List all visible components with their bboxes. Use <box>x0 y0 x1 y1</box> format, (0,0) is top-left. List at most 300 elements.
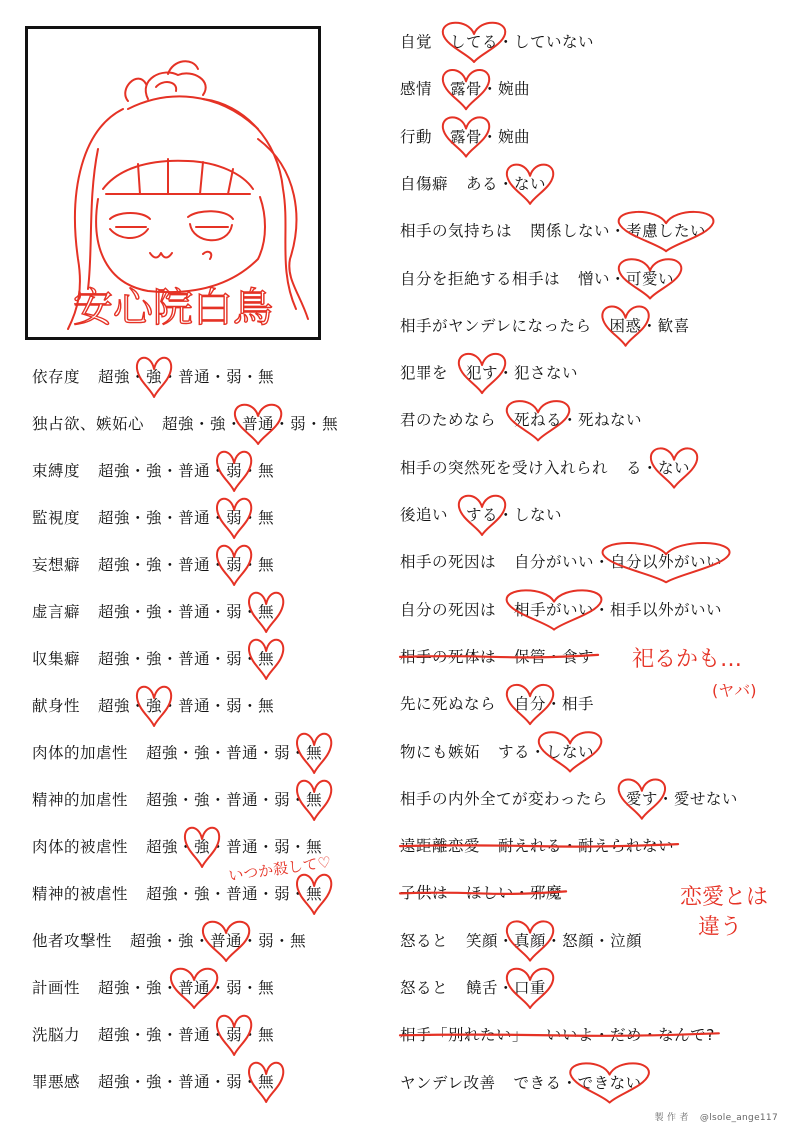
trait-option[interactable]: 弱 <box>274 791 291 809</box>
trait-label: 子供は <box>400 884 449 903</box>
trait-label: 罪悪感 <box>32 1073 81 1091</box>
trait-row <box>400 122 530 152</box>
option-separator: ・ <box>130 1073 147 1091</box>
trait-label: 監視度 <box>32 509 81 527</box>
trait-option[interactable]: 超強 <box>98 697 131 715</box>
option-separator: ・ <box>642 1026 659 1045</box>
option-separator: ・ <box>130 368 147 386</box>
option-separator: ・ <box>210 744 227 762</box>
trait-row <box>400 784 738 814</box>
trait-option[interactable]: 弱 <box>226 556 243 574</box>
trait-option[interactable]: 強 <box>146 1026 163 1044</box>
trait-option[interactable]: 弱 <box>274 838 291 856</box>
trait-option[interactable]: 無 <box>290 932 307 950</box>
trait-options <box>98 973 274 1003</box>
trait-options <box>466 878 562 908</box>
trait-options <box>514 595 722 625</box>
trait-row <box>400 500 562 530</box>
trait-row <box>32 362 274 392</box>
option-separator: ・ <box>210 368 227 386</box>
trait-option[interactable]: 口重 <box>514 979 547 997</box>
trait-label: 洗脳力 <box>32 1026 81 1044</box>
trait-options <box>450 122 530 152</box>
trait-option[interactable]: 普通 <box>178 697 211 715</box>
trait-option[interactable]: 普通 <box>178 368 211 386</box>
trait-option[interactable]: 無 <box>322 415 339 433</box>
trait-option[interactable]: 関係しない <box>530 222 611 241</box>
credit-handle: @lsole_ange117 <box>699 1113 778 1123</box>
trait-options <box>466 926 642 956</box>
trait-label: 相手の気持ちは <box>400 222 513 241</box>
trait-options <box>514 689 594 719</box>
trait-label: 依存度 <box>32 368 81 386</box>
option-separator: ・ <box>242 509 259 527</box>
trait-option[interactable]: 考慮したい <box>626 222 707 241</box>
trait-option[interactable]: 強 <box>178 932 195 950</box>
option-separator: ・ <box>258 885 275 903</box>
trait-option[interactable]: 真顔 <box>514 931 547 950</box>
trait-label: 他者攻撃性 <box>32 932 113 950</box>
trait-option[interactable]: 無 <box>258 1026 275 1044</box>
trait-option[interactable]: 強 <box>146 1073 163 1091</box>
trait-option[interactable]: 無 <box>258 368 275 386</box>
trait-option[interactable]: 泣顔 <box>610 931 643 950</box>
option-separator: ・ <box>498 33 515 51</box>
trait-row <box>32 879 322 909</box>
trait-label: 相手の内外全てが変わったら <box>400 789 608 808</box>
trait-option[interactable]: 弱 <box>226 1026 243 1044</box>
trait-option[interactable]: 普通 <box>226 744 259 762</box>
option-separator: ・ <box>290 791 307 809</box>
trait-option[interactable]: 犯さない <box>514 364 579 383</box>
option-separator: ・ <box>162 603 179 621</box>
trait-options <box>466 500 562 530</box>
trait-label: 相手の死因は <box>400 553 497 572</box>
option-separator: ・ <box>546 647 563 666</box>
trait-option[interactable]: 普通 <box>226 791 259 809</box>
option-separator: ・ <box>162 979 179 997</box>
trait-option[interactable]: 超強 <box>98 462 131 480</box>
trait-option[interactable]: なんで? <box>658 1026 715 1045</box>
trait-option[interactable]: 弱 <box>226 462 243 480</box>
option-separator: ・ <box>194 415 211 433</box>
trait-row <box>400 453 690 483</box>
trait-option[interactable]: 弱 <box>274 885 291 903</box>
option-separator: ・ <box>210 697 227 715</box>
option-separator: ・ <box>546 695 563 714</box>
option-separator: ・ <box>210 509 227 527</box>
trait-row <box>32 456 274 486</box>
note-love-2: 違う <box>698 915 743 940</box>
option-separator: ・ <box>242 932 259 950</box>
trait-option[interactable]: ない <box>514 174 547 193</box>
trait-option[interactable]: 相手 <box>562 695 595 714</box>
trait-option[interactable]: 保管 <box>514 647 547 666</box>
trait-option[interactable]: 相手以外がいい <box>610 600 723 619</box>
trait-option[interactable]: る <box>626 458 643 477</box>
trait-option[interactable]: 強 <box>146 603 163 621</box>
trait-option[interactable]: 超強 <box>98 1073 131 1091</box>
note-corpse-sub: (ヤバ) <box>712 681 757 700</box>
trait-options <box>450 74 530 104</box>
trait-options <box>98 644 274 674</box>
option-separator: ・ <box>290 838 307 856</box>
trait-label: 献身性 <box>32 697 81 715</box>
option-separator: ・ <box>498 979 515 997</box>
trait-label: 相手の死体は <box>400 647 497 666</box>
option-separator: ・ <box>562 411 579 430</box>
option-separator: ・ <box>194 932 211 950</box>
trait-option[interactable]: できる <box>513 1073 562 1092</box>
trait-option[interactable]: できない <box>577 1073 642 1092</box>
option-separator: ・ <box>130 650 147 668</box>
trait-option[interactable]: 超強 <box>98 368 131 386</box>
trait-option[interactable]: 饒舌 <box>466 979 499 997</box>
option-separator: ・ <box>210 650 227 668</box>
trait-option[interactable]: 超強 <box>146 791 179 809</box>
trait-option[interactable]: しない <box>514 506 563 524</box>
trait-row <box>32 409 338 439</box>
option-separator: ・ <box>162 368 179 386</box>
trait-option[interactable]: 普通 <box>178 650 211 668</box>
trait-option[interactable]: 超強 <box>146 838 179 856</box>
trait-option[interactable]: 食す <box>562 647 595 666</box>
trait-option[interactable]: 愛す <box>625 789 658 808</box>
option-separator: ・ <box>242 368 259 386</box>
trait-row <box>400 27 594 57</box>
option-separator: ・ <box>210 462 227 480</box>
trait-option[interactable]: 死ねない <box>578 411 643 430</box>
option-separator: ・ <box>130 1026 147 1044</box>
trait-option[interactable]: 無 <box>258 650 275 668</box>
trait-option[interactable]: 普通 <box>210 932 243 950</box>
trait-options <box>514 405 642 435</box>
trait-option[interactable]: 超強 <box>146 885 179 903</box>
trait-option[interactable]: 強 <box>146 556 163 574</box>
trait-options <box>98 1067 274 1097</box>
option-separator: ・ <box>178 744 195 762</box>
trait-row <box>400 831 674 861</box>
trait-option[interactable]: ほしい <box>466 884 515 903</box>
trait-option[interactable]: 強 <box>194 885 211 903</box>
trait-row <box>400 311 690 341</box>
trait-option[interactable]: 無 <box>306 838 323 856</box>
option-separator: ・ <box>162 509 179 527</box>
trait-option[interactable]: 弱 <box>226 979 243 997</box>
trait-label: 怒ると <box>400 979 449 997</box>
character-name: 安心院白鳥 <box>73 285 273 331</box>
trait-options <box>530 216 706 246</box>
trait-option[interactable]: 普通 <box>178 556 211 574</box>
trait-option[interactable]: 普通 <box>178 1073 211 1091</box>
option-separator: ・ <box>178 885 195 903</box>
trait-option[interactable]: 普通 <box>242 415 275 433</box>
trait-option[interactable]: 普通 <box>226 885 259 903</box>
option-separator: ・ <box>594 553 611 572</box>
trait-label: 相手がヤンデレになったら <box>400 316 592 335</box>
trait-option[interactable]: 普通 <box>178 462 211 480</box>
trait-option[interactable]: 可愛い <box>626 269 675 288</box>
trait-option[interactable]: 弱 <box>226 603 243 621</box>
trait-options <box>610 311 690 341</box>
trait-row <box>400 642 594 672</box>
trait-option[interactable]: 弱 <box>226 697 243 715</box>
trait-option[interactable]: 強 <box>146 368 163 386</box>
trait-label: 後追い <box>400 506 449 524</box>
trait-options <box>514 1068 642 1098</box>
trait-option[interactable]: 強 <box>194 791 211 809</box>
trait-option[interactable]: だめ <box>610 1026 643 1045</box>
trait-option[interactable]: 無 <box>258 979 275 997</box>
trait-row <box>400 973 546 1003</box>
option-separator: ・ <box>130 603 147 621</box>
trait-option[interactable]: 超強 <box>98 979 131 997</box>
trait-option[interactable]: 強 <box>194 838 211 856</box>
trait-option[interactable]: 無 <box>306 744 323 762</box>
trait-options <box>466 973 546 1003</box>
trait-label: 精神的加虐性 <box>32 791 129 809</box>
trait-option[interactable]: 強 <box>146 697 163 715</box>
option-separator: ・ <box>610 222 627 241</box>
trait-options <box>162 409 338 439</box>
trait-options <box>98 503 274 533</box>
trait-option[interactable]: 無 <box>258 603 275 621</box>
option-separator: ・ <box>162 650 179 668</box>
trait-options <box>98 550 274 580</box>
option-separator: ・ <box>514 884 531 903</box>
option-separator: ・ <box>226 415 243 433</box>
trait-row <box>32 691 274 721</box>
option-separator: ・ <box>561 1073 578 1092</box>
trait-option[interactable]: 耐えれる <box>498 837 563 856</box>
trait-label: 先に死ぬなら <box>400 695 497 714</box>
credit <box>647 1110 779 1123</box>
trait-option[interactable]: 弱 <box>226 1073 243 1091</box>
trait-option[interactable]: 無 <box>258 509 275 527</box>
trait-option[interactable]: 愛せない <box>673 789 738 808</box>
trait-option[interactable]: 死ねる <box>514 411 563 430</box>
trait-options <box>98 362 274 392</box>
option-separator: ・ <box>242 603 259 621</box>
trait-option[interactable]: 超強 <box>130 932 163 950</box>
trait-option[interactable]: 怒顔 <box>562 931 595 950</box>
trait-option[interactable]: していない <box>514 33 595 51</box>
option-separator: ・ <box>482 127 499 146</box>
trait-option[interactable]: 露骨 <box>450 127 483 146</box>
trait-option[interactable]: 超強 <box>162 415 195 433</box>
trait-option[interactable]: 強 <box>146 509 163 527</box>
trait-label: 君のためなら <box>400 411 497 430</box>
trait-option[interactable]: 歓喜 <box>657 316 690 335</box>
option-separator: ・ <box>498 364 515 383</box>
option-separator: ・ <box>178 791 195 809</box>
trait-option[interactable]: 弱 <box>226 650 243 668</box>
option-separator: ・ <box>210 979 227 997</box>
trait-option[interactable]: 強 <box>146 462 163 480</box>
trait-option[interactable]: 無 <box>258 462 275 480</box>
option-separator: ・ <box>498 506 515 524</box>
trait-option[interactable]: 自分がいい <box>514 553 595 572</box>
option-separator: ・ <box>594 1026 611 1045</box>
trait-row <box>400 264 674 294</box>
trait-options <box>466 169 546 199</box>
trait-label: 計画性 <box>32 979 81 997</box>
trait-option[interactable]: する <box>498 742 531 761</box>
trait-option[interactable]: 強 <box>146 650 163 668</box>
trait-label: 自傷癖 <box>400 174 449 193</box>
trait-row <box>400 547 722 577</box>
option-separator: ・ <box>482 80 499 99</box>
trait-option[interactable]: 邪魔 <box>530 884 563 903</box>
trait-option[interactable]: いいよ <box>546 1026 595 1045</box>
trait-option[interactable]: 超強 <box>98 556 131 574</box>
trait-options <box>514 547 722 577</box>
trait-options <box>146 738 322 768</box>
trait-options <box>514 642 594 672</box>
trait-option[interactable]: 超強 <box>146 744 179 762</box>
option-separator: ・ <box>210 1073 227 1091</box>
trait-options <box>578 264 674 294</box>
trait-label: 収集癖 <box>32 650 81 668</box>
trait-options <box>450 27 594 57</box>
chibi-portrait-icon <box>28 29 318 337</box>
option-separator: ・ <box>546 931 563 950</box>
option-separator: ・ <box>642 458 659 477</box>
trait-option[interactable]: 笑顔 <box>466 931 499 950</box>
trait-row <box>400 358 578 388</box>
option-separator: ・ <box>162 932 179 950</box>
trait-row <box>32 926 306 956</box>
trait-option[interactable]: 超強 <box>98 650 131 668</box>
trait-option[interactable]: 普通 <box>178 603 211 621</box>
option-separator: ・ <box>498 931 515 950</box>
trait-option[interactable]: 弱 <box>274 744 291 762</box>
trait-label: 遠距離恋愛 <box>400 837 481 856</box>
trait-label: 虚言癖 <box>32 603 81 621</box>
trait-option[interactable]: 普通 <box>178 509 211 527</box>
trait-label: 独占欲、嫉妬心 <box>32 415 145 433</box>
option-separator: ・ <box>178 838 195 856</box>
trait-option[interactable]: 犯す <box>466 364 499 383</box>
trait-label: 相手の突然死を受け入れられ <box>400 458 609 477</box>
trait-options <box>130 926 306 956</box>
trait-option[interactable]: 普通 <box>178 1026 211 1044</box>
trait-option[interactable]: 超強 <box>98 509 131 527</box>
option-separator: ・ <box>130 979 147 997</box>
trait-option[interactable]: 強 <box>194 744 211 762</box>
trait-option[interactable]: 露骨 <box>450 80 483 99</box>
option-separator: ・ <box>162 556 179 574</box>
option-separator: ・ <box>210 791 227 809</box>
trait-options <box>98 1020 274 1050</box>
option-separator: ・ <box>130 697 147 715</box>
option-separator: ・ <box>306 415 323 433</box>
trait-option[interactable]: 強 <box>146 979 163 997</box>
option-separator: ・ <box>162 462 179 480</box>
trait-option[interactable]: 無 <box>258 556 275 574</box>
trait-row <box>32 550 274 580</box>
option-separator: ・ <box>594 931 611 950</box>
trait-row <box>400 737 594 767</box>
trait-option[interactable]: する <box>466 506 499 524</box>
trait-row <box>400 878 562 908</box>
option-separator: ・ <box>530 742 547 761</box>
trait-label: 精神的被虐性 <box>32 885 129 903</box>
trait-option[interactable]: 超強 <box>98 1026 131 1044</box>
trait-row <box>400 216 706 246</box>
trait-label: 肉体的被虐性 <box>32 838 129 856</box>
trait-options <box>626 453 690 483</box>
trait-option[interactable]: ある <box>466 174 499 193</box>
trait-options <box>98 456 274 486</box>
trait-option[interactable]: してる <box>450 33 499 51</box>
trait-option[interactable]: 無 <box>306 791 323 809</box>
option-separator: ・ <box>210 885 227 903</box>
trait-row <box>400 926 642 956</box>
trait-label: 束縛度 <box>32 462 81 480</box>
trait-option[interactable]: 弱 <box>290 415 307 433</box>
trait-option[interactable]: 弱 <box>226 509 243 527</box>
portrait-frame <box>25 26 321 340</box>
trait-row <box>400 1068 642 1098</box>
option-separator: ・ <box>130 556 147 574</box>
trait-row <box>400 1020 715 1050</box>
option-separator: ・ <box>594 600 611 619</box>
option-separator: ・ <box>290 885 307 903</box>
trait-option[interactable]: 強 <box>210 415 227 433</box>
note-corpse: 祀るかも… <box>632 647 743 672</box>
trait-option[interactable]: 相手がいい <box>514 600 595 619</box>
trait-option[interactable]: 普通 <box>178 979 211 997</box>
option-separator: ・ <box>210 1026 227 1044</box>
trait-option[interactable]: しない <box>546 742 595 761</box>
trait-row <box>32 1067 274 1097</box>
option-separator: ・ <box>242 650 259 668</box>
trait-option[interactable]: 自分以外がいい <box>610 553 723 572</box>
trait-option[interactable]: 弱 <box>258 932 275 950</box>
option-separator: ・ <box>242 1073 259 1091</box>
trait-option[interactable]: 無 <box>306 885 323 903</box>
trait-label: 物にも嫉妬 <box>400 742 481 761</box>
trait-option[interactable]: 困惑 <box>609 316 642 335</box>
option-separator: ・ <box>258 838 275 856</box>
trait-row <box>400 595 722 625</box>
credit-maker: 製 作 者 <box>654 1113 689 1123</box>
trait-label: 相手「別れたい」 <box>400 1026 529 1045</box>
trait-option[interactable]: 弱 <box>226 368 243 386</box>
trait-row <box>400 74 530 104</box>
trait-option[interactable]: 無 <box>258 1073 275 1091</box>
trait-option[interactable]: ない <box>658 458 691 477</box>
trait-option[interactable]: 憎い <box>578 269 611 288</box>
trait-row <box>32 973 274 1003</box>
trait-row <box>32 644 274 674</box>
trait-option[interactable]: 無 <box>258 697 275 715</box>
trait-option[interactable]: 婉曲 <box>498 80 531 99</box>
trait-option[interactable]: 婉曲 <box>498 127 531 146</box>
note-kill: いつか殺して♡ <box>227 852 333 886</box>
option-separator: ・ <box>498 174 515 193</box>
trait-row <box>32 785 322 815</box>
trait-option[interactable]: 超強 <box>98 603 131 621</box>
trait-option[interactable]: 普通 <box>226 838 259 856</box>
option-separator: ・ <box>258 791 275 809</box>
trait-label: 怒ると <box>400 931 449 950</box>
trait-option[interactable]: 耐えられない <box>578 837 675 856</box>
option-separator: ・ <box>210 838 227 856</box>
note-love: 恋愛とは <box>680 885 769 910</box>
trait-option[interactable]: 自分 <box>514 695 547 714</box>
